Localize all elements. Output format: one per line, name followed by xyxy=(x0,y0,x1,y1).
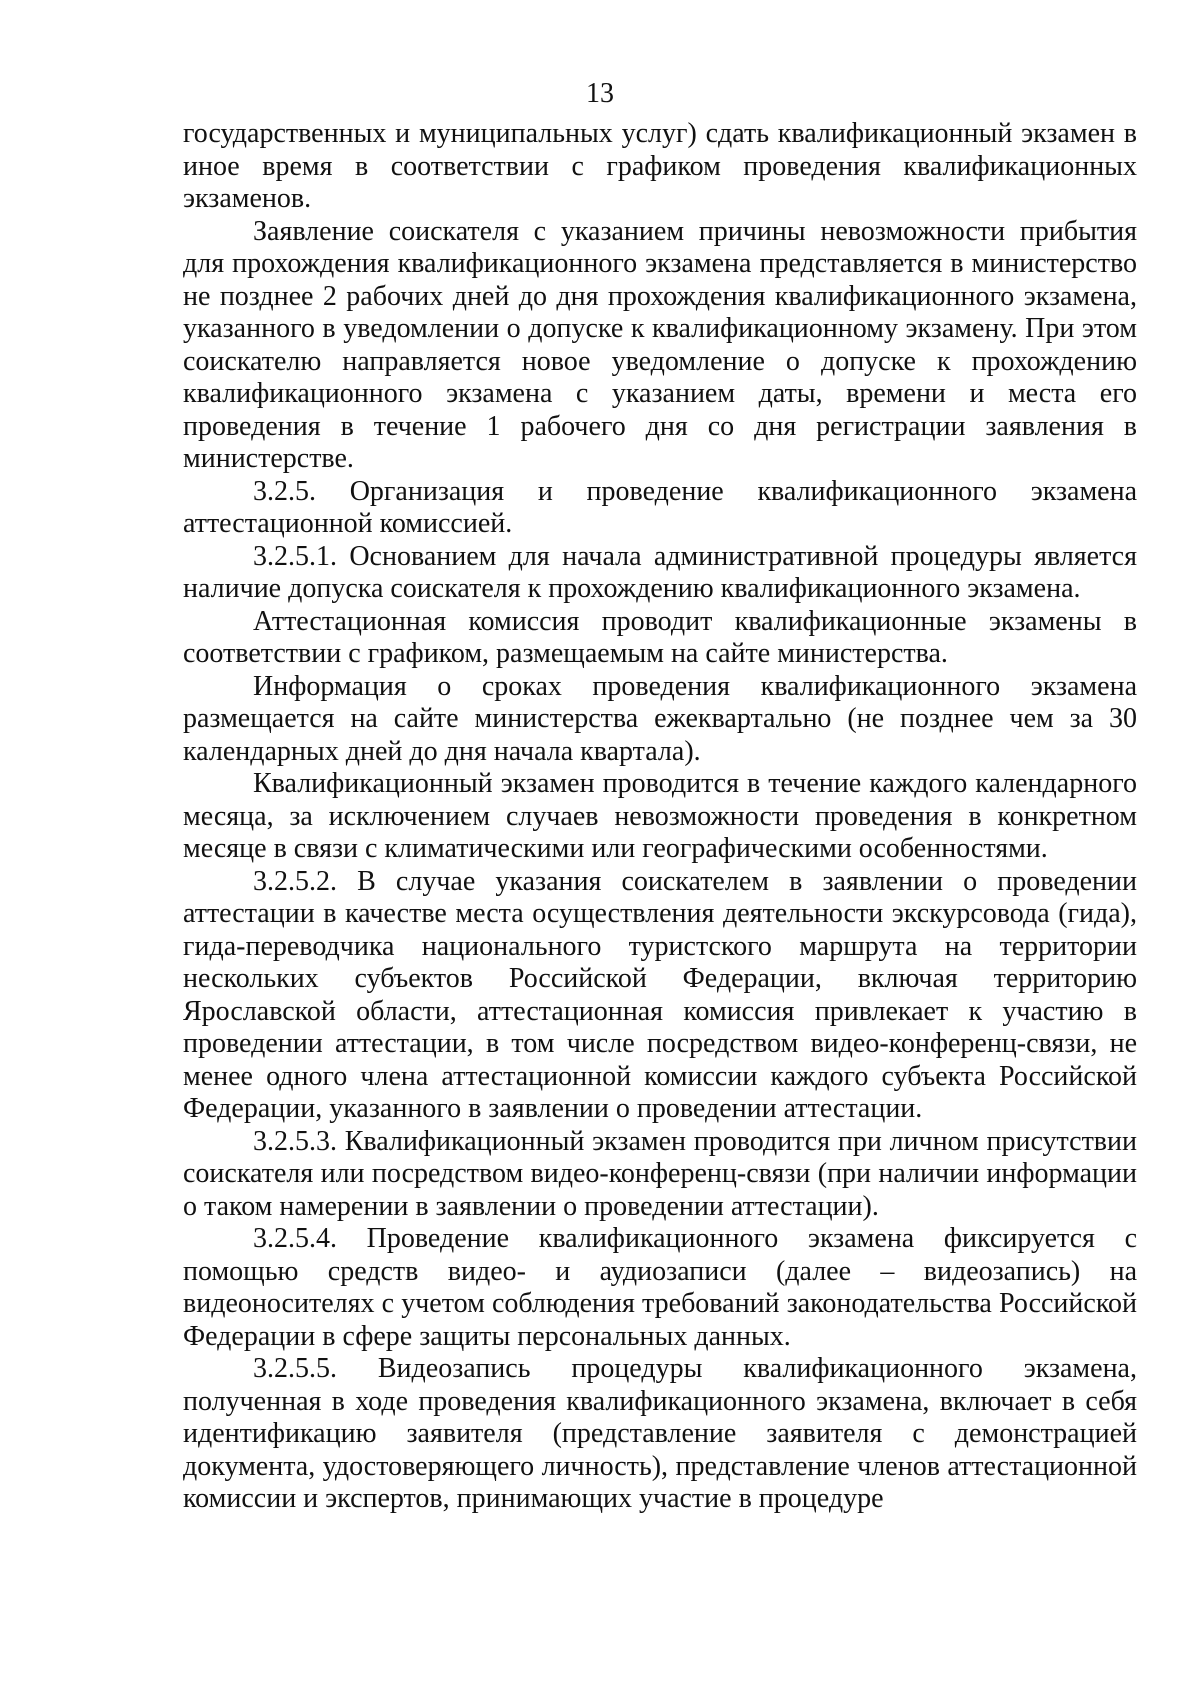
paragraph-section-3-2-5-4: 3.2.5.4. Проведение квалификационного экзамена фиксируется с помощью средств видео- и аудиозаписи (далее – видеозапись) на видеоносителях с учетом соблюдения требований законодательства Российской Федерации в сфере защиты персональных данных. xyxy=(183,1223,1137,1352)
paragraph: Заявление соискателя с указанием причины невозможности прибытия для прохождения квалификационного экзамена представляется в министерство не позднее 2 рабочих дней до дня прохождения квалификационного экзамена, указанного в уведомлении о допуске к квалификационному экзамену. При этом соискателю направляется новое уведомление о допуске к прохождению квалификационного экзамена с указанием даты, времени и места его проведения в течение 1 рабочего дня со дня регистрации заявления в министерстве. xyxy=(183,215,1137,474)
paragraph-section-3-2-5-5: 3.2.5.5. Видеозапись процедуры квалификационного экзамена, полученная в ходе проведения квалификационного экзамена, включает в себя идентификацию заявителя (представление заявителя с демонстрацией документа, удостоверяющего личность), представление членов аттестационной комиссии и экспертов, принимающих участие в процедуре xyxy=(183,1353,1137,1514)
paragraph-section-3-2-5-2: 3.2.5.2. В случае указания соискателем в заявлении о проведении аттестации в качестве места осуществления деятельности экскурсовода (гида), гида-переводчика национального туристского маршрута на территории нескольких субъектов Российской Федерации, включая территорию Ярославской области, аттестационная комиссия привлекает к участию в проведении аттестации, в том числе посредством видео-конференц-связи, не менее одного члена аттестационной комиссии каждого субъекта Российской Федерации, указанного в заявлении о проведении аттестации. xyxy=(183,865,1137,1124)
paragraph: Квалификационный экзамен проводится в течение каждого календарного месяца, за исключением случаев невозможности проведения в конкретном месяце в связи с климатическими или географическими особенностями. xyxy=(183,768,1137,864)
paragraph-section-3-2-5-3: 3.2.5.3. Квалификационный экзамен проводится при личном присутствии соискателя или посредством видео-конференц-связи (при наличии информации о таком намерении в заявлении о проведении аттестации). xyxy=(183,1125,1137,1222)
paragraph-section-3-2-5: 3.2.5. Организация и проведение квалификационного экзамена аттестационной комиссией. xyxy=(183,475,1137,539)
document-body xyxy=(183,118,1137,1516)
paragraph: Информация о сроках проведения квалификационного экзамена размещается на сайте министерства ежеквартально (не позднее чем за 30 календарных дней до дня начала квартала). xyxy=(183,670,1137,767)
paragraph: Аттестационная комиссия проводит квалификационные экзамены в соответствии с графиком, размещаемым на сайте министерства. xyxy=(183,605,1137,669)
page-number: 13 xyxy=(586,78,614,109)
paragraph-section-3-2-5-1: 3.2.5.1. Основанием для начала административной процедуры является наличие допуска соискателя к прохождению квалификационного экзамена. xyxy=(183,540,1137,604)
paragraph-continuation: государственных и муниципальных услуг) сдать квалификационный экзамен в иное время в соответствии с графиком проведения квалификационных экзаменов. xyxy=(183,118,1137,214)
